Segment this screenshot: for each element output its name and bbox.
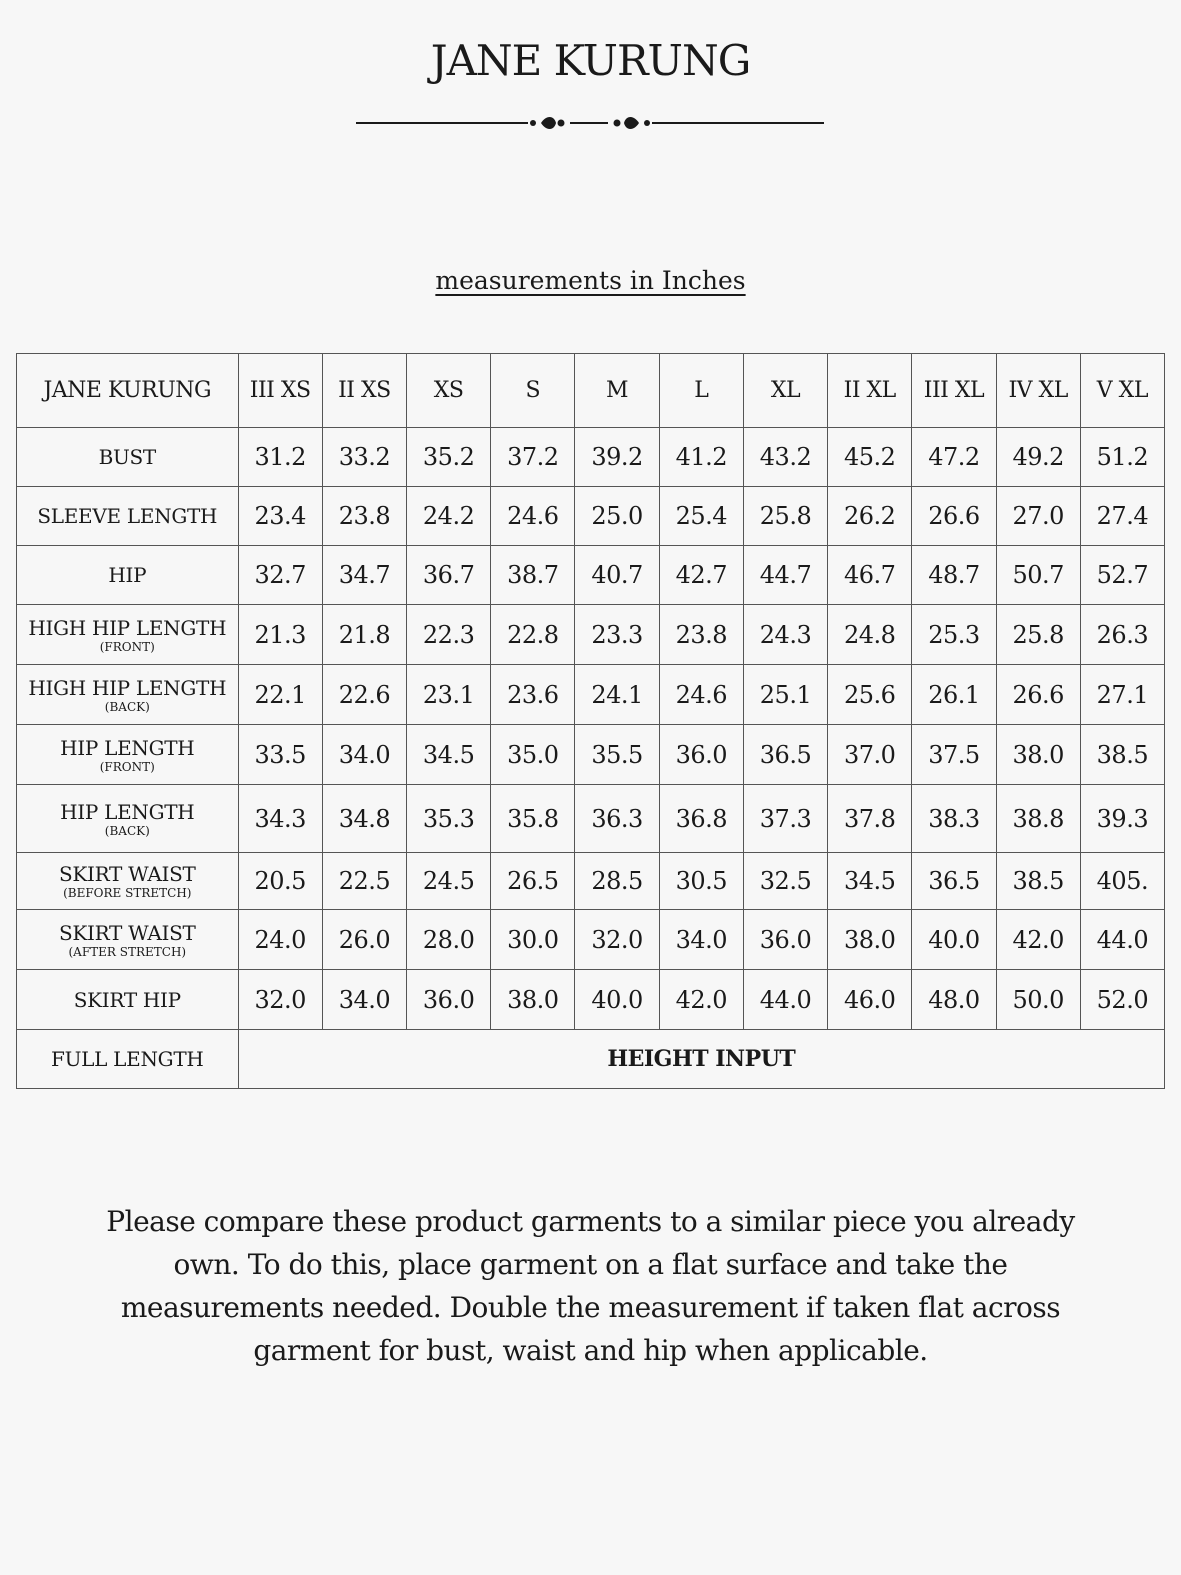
measurement-cell: 39.2	[575, 428, 659, 487]
measurement-cell: 22.3	[407, 605, 491, 665]
row-label	[17, 970, 239, 1030]
measurement-cell: 22.1	[238, 665, 322, 725]
row-label-text: HIP	[108, 563, 147, 587]
measurement-row	[17, 605, 1165, 665]
row-label	[17, 665, 239, 725]
measurement-cell: 28.0	[407, 910, 491, 970]
corner-label: JANE KURUNG	[17, 354, 239, 428]
measurement-cell: 26.0	[322, 910, 406, 970]
measurement-cell: 26.6	[996, 665, 1080, 725]
divider-flourish-right	[624, 117, 639, 129]
measurement-cell: 37.0	[828, 725, 912, 785]
measurement-row	[17, 970, 1165, 1030]
row-label-text: HIP LENGTH	[60, 799, 195, 824]
measurement-cell: 34.3	[238, 785, 322, 853]
measurement-cell: 36.5	[743, 725, 827, 785]
measurement-cell: 36.0	[743, 910, 827, 970]
divider-dot	[644, 120, 650, 126]
height-input-cell: HEIGHT INPUT	[238, 1030, 1164, 1089]
measurement-cell: 52.7	[1080, 546, 1164, 605]
measurement-cell: 24.3	[743, 605, 827, 665]
measurement-cell: 46.7	[828, 546, 912, 605]
measurement-cell: 24.8	[828, 605, 912, 665]
size-header: IV XL	[996, 354, 1080, 428]
size-header-row	[17, 354, 1165, 428]
measurement-cell: 25.3	[912, 605, 996, 665]
row-label-note: (AFTER STRETCH)	[68, 944, 187, 959]
measurement-cell: 34.0	[322, 970, 406, 1030]
measurement-cell: 34.0	[659, 910, 743, 970]
measurement-cell: 32.0	[575, 910, 659, 970]
measurement-cell: 405.	[1080, 853, 1164, 910]
measurement-cell: 41.2	[659, 428, 743, 487]
measurement-cell: 34.5	[828, 853, 912, 910]
measurement-cell: 22.6	[322, 665, 406, 725]
measurement-cell: 25.8	[996, 605, 1080, 665]
measurement-cell: 23.8	[659, 605, 743, 665]
row-label-text: BUST	[98, 445, 156, 469]
measurement-instructions: Please compare these product garments to a similar piece you already own. To do this, place garment on a flat surface and take the measurements needed. Double the measurement if taken flat across garment for bust, waist and hip when applicable.	[106, 1205, 1075, 1367]
measurement-cell: 25.4	[659, 487, 743, 546]
measurement-cell: 44.7	[743, 546, 827, 605]
measurement-cell: 25.6	[828, 665, 912, 725]
measurement-cell: 23.4	[238, 487, 322, 546]
measurement-cell: 25.1	[743, 665, 827, 725]
measurement-row	[17, 428, 1165, 487]
measurement-cell: 37.2	[491, 428, 575, 487]
row-label-text: HIGH HIP LENGTH	[28, 675, 227, 700]
divider-flourish-left	[541, 117, 556, 129]
measurement-cell: 40.0	[575, 970, 659, 1030]
measurement-cell: 34.8	[322, 785, 406, 853]
size-table-body	[17, 428, 1165, 1089]
row-label-text: HIP LENGTH	[60, 735, 195, 760]
measurement-cell: 35.5	[575, 725, 659, 785]
measurement-cell: 34.5	[407, 725, 491, 785]
measurement-cell: 32.7	[238, 546, 322, 605]
size-header: XL	[743, 354, 827, 428]
measurement-cell: 38.0	[828, 910, 912, 970]
measurement-row	[17, 546, 1165, 605]
row-label	[17, 546, 239, 605]
measurement-row	[17, 910, 1165, 970]
measurement-cell: 30.0	[491, 910, 575, 970]
measurement-cell: 44.0	[743, 970, 827, 1030]
divider-dot	[530, 120, 536, 126]
row-label-note: (FRONT)	[99, 759, 155, 774]
measurement-cell: 45.2	[828, 428, 912, 487]
size-header: M	[575, 354, 659, 428]
size-header: II XL	[828, 354, 912, 428]
row-label	[17, 428, 239, 487]
measurement-cell: 38.5	[996, 853, 1080, 910]
measurement-cell: 24.6	[491, 487, 575, 546]
measurement-cell: 22.8	[491, 605, 575, 665]
measurement-cell: 24.1	[575, 665, 659, 725]
row-label-text: SKIRT WAIST	[58, 862, 196, 886]
measurement-cell: 32.5	[743, 853, 827, 910]
row-label-text: SKIRT HIP	[73, 987, 181, 1012]
measurement-cell: 38.5	[1080, 725, 1164, 785]
measurement-cell: 24.5	[407, 853, 491, 910]
measurement-cell: 33.5	[238, 725, 322, 785]
row-label	[17, 725, 239, 785]
row-label	[17, 605, 239, 665]
measurement-cell: 31.2	[238, 428, 322, 487]
measurement-cell: 50.7	[996, 546, 1080, 605]
measurement-cell: 35.8	[491, 785, 575, 853]
measurement-row	[17, 665, 1165, 725]
measurement-cell: 49.2	[996, 428, 1080, 487]
measurement-cell: 38.8	[996, 785, 1080, 853]
measurement-cell: 25.0	[575, 487, 659, 546]
divider-dot	[558, 120, 565, 127]
row-label	[17, 785, 239, 853]
measurement-cell: 52.0	[1080, 970, 1164, 1030]
measurement-cell: 21.3	[238, 605, 322, 665]
measurement-cell: 37.3	[743, 785, 827, 853]
measurement-cell: 27.4	[1080, 487, 1164, 546]
row-label	[17, 910, 239, 970]
measurement-row	[17, 487, 1165, 546]
measurement-cell: 36.3	[575, 785, 659, 853]
measurement-cell: 40.0	[912, 910, 996, 970]
measurement-cell: 48.0	[912, 970, 996, 1030]
size-chart-table	[16, 353, 1165, 1089]
size-header: S	[491, 354, 575, 428]
measurement-cell: 28.5	[575, 853, 659, 910]
measurement-row	[17, 725, 1165, 785]
row-label: FULL LENGTH	[17, 1030, 239, 1089]
measurement-cell: 27.1	[1080, 665, 1164, 725]
measurement-cell: 38.7	[491, 546, 575, 605]
measurement-cell: 37.8	[828, 785, 912, 853]
row-label-note: (BACK)	[104, 699, 150, 714]
measurement-cell: 42.0	[996, 910, 1080, 970]
measurement-cell: 35.0	[491, 725, 575, 785]
measurement-cell: 24.0	[238, 910, 322, 970]
measurement-cell: 23.3	[575, 605, 659, 665]
measurement-cell: 36.7	[407, 546, 491, 605]
measurement-cell: 27.0	[996, 487, 1080, 546]
measurement-cell: 26.3	[1080, 605, 1164, 665]
measurement-cell: 23.1	[407, 665, 491, 725]
measurement-cell: 50.0	[996, 970, 1080, 1030]
measurement-cell: 24.2	[407, 487, 491, 546]
row-label	[17, 853, 239, 910]
measurement-cell: 30.5	[659, 853, 743, 910]
measurement-cell: 21.8	[322, 605, 406, 665]
measurement-cell: 36.5	[912, 853, 996, 910]
measurement-row	[17, 785, 1165, 853]
measurement-cell: 39.3	[1080, 785, 1164, 853]
measurement-cell: 20.5	[238, 853, 322, 910]
row-label-note: (BACK)	[104, 823, 150, 838]
measurement-cell: 38.0	[491, 970, 575, 1030]
ornamental-divider	[356, 108, 824, 138]
measurement-cell: 35.2	[407, 428, 491, 487]
size-header: V XL	[1080, 354, 1164, 428]
measurement-cell: 26.2	[828, 487, 912, 546]
measurement-cell: 38.0	[996, 725, 1080, 785]
row-label-text: SLEEVE LENGTH	[37, 504, 218, 528]
measurement-cell: 37.5	[912, 725, 996, 785]
size-header: II XS	[322, 354, 406, 428]
size-header: XS	[407, 354, 491, 428]
measurement-cell: 25.8	[743, 487, 827, 546]
measurement-cell: 43.2	[743, 428, 827, 487]
measurement-cell: 26.6	[912, 487, 996, 546]
measurement-cell: 33.2	[322, 428, 406, 487]
full-length-row	[17, 1030, 1165, 1089]
measurement-cell: 36.8	[659, 785, 743, 853]
row-label-text: SKIRT WAIST	[58, 920, 196, 945]
measurement-cell: 26.1	[912, 665, 996, 725]
measurement-cell: 24.6	[659, 665, 743, 725]
units-subtitle: measurements in Inches	[435, 266, 746, 295]
measurement-cell: 46.0	[828, 970, 912, 1030]
measurement-cell: 48.7	[912, 546, 996, 605]
measurement-cell: 44.0	[1080, 910, 1164, 970]
measurement-cell: 42.7	[659, 546, 743, 605]
measurement-cell: 26.5	[491, 853, 575, 910]
row-label-note: (BEFORE STRETCH)	[63, 886, 192, 900]
measurement-cell: 47.2	[912, 428, 996, 487]
row-label	[17, 487, 239, 546]
measurement-row	[17, 853, 1165, 910]
size-header: III XL	[912, 354, 996, 428]
row-label-text: HIGH HIP LENGTH	[28, 615, 227, 640]
measurement-cell: 32.0	[238, 970, 322, 1030]
row-label-note: (FRONT)	[99, 639, 155, 654]
measurement-cell: 35.3	[407, 785, 491, 853]
measurement-cell: 23.8	[322, 487, 406, 546]
measurement-cell: 34.0	[322, 725, 406, 785]
brand-title: JANE KURUNG	[430, 36, 751, 85]
measurement-cell: 40.7	[575, 546, 659, 605]
measurement-cell: 23.6	[491, 665, 575, 725]
measurement-cell: 34.7	[322, 546, 406, 605]
measurement-cell: 36.0	[407, 970, 491, 1030]
size-header: L	[659, 354, 743, 428]
measurement-cell: 51.2	[1080, 428, 1164, 487]
measurement-cell: 38.3	[912, 785, 996, 853]
measurement-cell: 36.0	[659, 725, 743, 785]
size-header: III XS	[238, 354, 322, 428]
measurement-cell: 22.5	[322, 853, 406, 910]
measurement-cell: 42.0	[659, 970, 743, 1030]
divider-dot	[614, 120, 621, 127]
